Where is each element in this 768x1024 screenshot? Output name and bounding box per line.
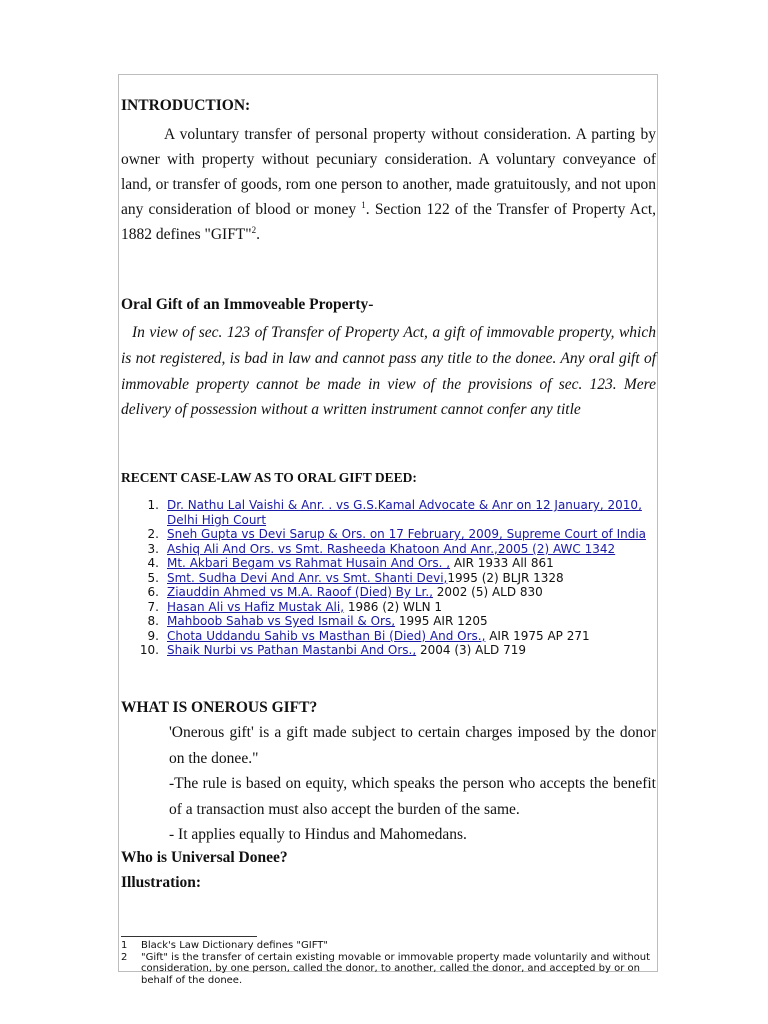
introduction-heading: INTRODUCTION: [121,97,251,114]
list-item: 8. Mahboob Sahab vs Syed Ismail & Ors, 1995 AIR 1205 [147,614,488,628]
case-link[interactable]: Mahboob Sahab vs Syed Ismail & Ors, [167,614,396,628]
case-citation: 1986 (2) WLN 1 [344,599,443,614]
introduction-paragraph [121,122,656,247]
list-item: 6. Ziauddin Ahmed vs M.A. Raoof (Died) By Lr., 2002 (5) ALD 830 [147,585,543,599]
universal-donee-heading: Who is Universal Donee? [121,849,288,866]
list-item: 9. Chota Uddandu Sahib vs Masthan Bi (Died) And Ors., AIR 1975 AP 271 [147,628,590,643]
footnotes [121,940,656,986]
footnote-ref-1[interactable]: 1 [361,200,366,210]
case-link[interactable]: Hasan Ali vs Hafiz Mustak Ali, [167,599,345,614]
case-link[interactable]: Sneh Gupta vs Devi Sarup & Ors. on 17 February, 2009, Supreme Court of India [167,527,647,541]
footnote-1: 1 Black's Law Dictionary defines "GIFT" [121,940,328,951]
case-citation: AIR 1933 All 861 [450,556,554,570]
list-item: 5. Smt. Sudha Devi And Anr. vs Smt. Shanti Devi,1995 (2) BLJR 1328 [147,570,564,585]
footnote-divider [121,936,257,937]
list-item: 2. Sneh Gupta vs Devi Sarup & Ors. on 17 February, 2009, Supreme Court of India [147,527,647,541]
case-link[interactable]: Chota Uddandu Sahib vs Masthan Bi (Died) And Ors., [167,628,486,643]
case-citation: 1995 AIR 1205 [395,614,488,628]
case-link[interactable]: Shaik Nurbi vs Pathan Mastanbi And Ors., [167,643,417,657]
footnote-2: 2 "Gift" is the transfer of certain existing movable or immovable property made voluntarily and without consideration, by one person, called the donor, to another, called the donor, and accepted by or on behalf of the donee. [121,951,651,986]
footnote-ref-2[interactable]: 2 [251,225,257,235]
illustration-heading: Illustration: [121,874,202,891]
case-link[interactable]: Ziauddin Ahmed vs M.A. Raoof (Died) By Lr., [167,585,433,599]
onerous-gift-heading: WHAT IS ONEROUS GIFT? [121,699,318,716]
oral-gift-heading: Oral Gift of an Immoveable Property- [121,296,374,313]
onerous-paragraph-3: - It applies equally to Hindus and Mahomedans. [169,826,467,843]
case-citation: AIR 1975 AP 271 [485,628,590,643]
case-link[interactable]: Dr. Nathu Lal Vaishi & Anr. . vs G.S.Kamal Advocate & Anr on 12 January, 2010, Delhi High Court [167,498,642,527]
list-item: 1. Dr. Nathu Lal Vaishi & Anr. . vs G.S.Kamal Advocate & Anr on 12 January, 2010, Delhi High Court [147,498,642,527]
case-link[interactable]: Mt. Akbari Begam vs Rahmat Husain And Ors. , [167,556,451,570]
intro-text-b: . Section 122 of the Transfer of Property Act, 1882 defines "GIFT" [121,201,657,243]
intro-text-c: . [256,226,260,243]
case-citation: 2004 (3) ALD 719 [416,643,526,657]
case-citation: 1995 (2) BLJR 1328 [447,570,564,585]
onerous-gift-block [169,720,656,848]
list-item: 7. Hasan Ali vs Hafiz Mustak Ali, 1986 (2) WLN 1 [147,599,443,614]
case-link[interactable]: Ashiq Ali And Ors. vs Smt. Rasheeda Khatoon And Anr.,2005 (2) AWC 1342 [167,541,616,556]
intro-text-a: A voluntary transfer of personal property without consideration. A parting by owner with property without pecuniary consideration. A voluntary conveyance of land, or transfer of goods, rom one person to another, made gratuitously, and not upon any consideration of blood or money [121,126,656,218]
list-item: 4. Mt. Akbari Begam vs Rahmat Husain And Ors. , AIR 1933 All 861 [147,556,554,570]
case-law-list [121,498,656,658]
onerous-paragraph-1: 'Onerous gift' is a gift made subject to certain charges imposed by the donor on the donee." [169,724,656,767]
onerous-paragraph-2: -The rule is based on equity, which speaks the person who accepts the benefit of a transaction must also accept the burden of the same. [169,775,656,818]
recent-case-law-heading: RECENT CASE-LAW AS TO ORAL GIFT DEED: [121,470,417,485]
oral-gift-paragraph: In view of sec. 123 of Transfer of Property Act, a gift of immovable property, which is not registered, is bad in law and cannot pass any title to the donee. Any oral gift of immovable property cannot be made in view of the provisions of sec. 123. Mere delivery of possession without a written instrument cannot confer any title [121,324,656,419]
case-link[interactable]: Smt. Sudha Devi And Anr. vs Smt. Shanti Devi, [167,570,448,585]
list-item: 10. Shaik Nurbi vs Pathan Mastanbi And Ors., 2004 (3) ALD 719 [139,643,526,657]
document-page [118,74,658,986]
list-item: 3. Ashiq Ali And Ors. vs Smt. Rasheeda Khatoon And Anr.,2005 (2) AWC 1342 [147,541,616,556]
case-citation: 2002 (5) ALD 830 [432,585,543,599]
